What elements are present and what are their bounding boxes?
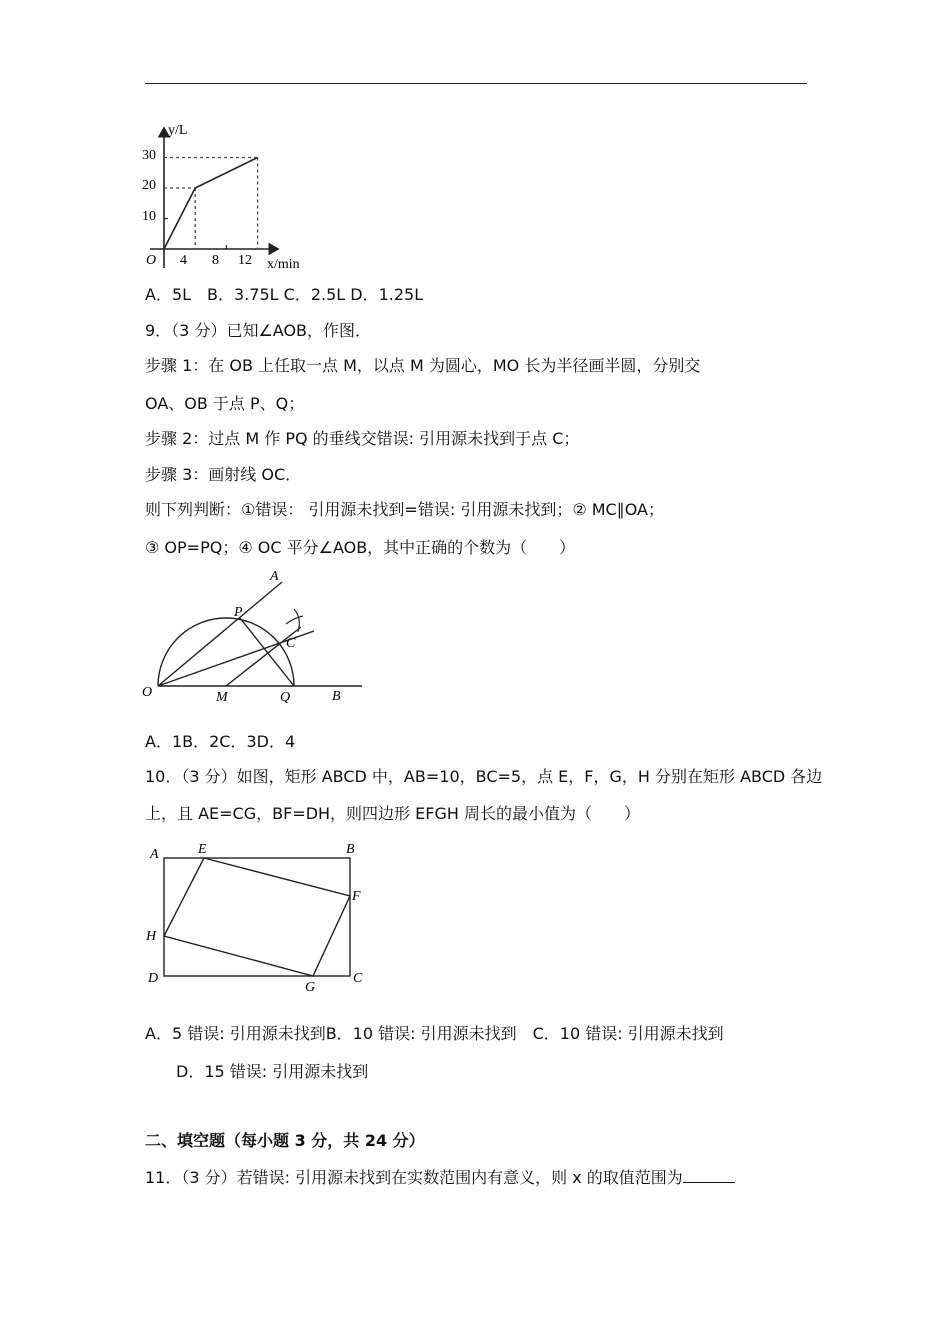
label-B: B: [346, 842, 355, 857]
y-tick-10: 10: [142, 209, 156, 224]
y-axis-label: y/L: [168, 123, 188, 138]
q11-text: 11．（3 分）若错误: 引用源未找到在实数范围内有意义，则 x 的取值范围为: [145, 1168, 683, 1187]
label-H: H: [146, 929, 157, 944]
label-Q: Q: [280, 690, 291, 705]
x-axis-label: x/min: [267, 257, 300, 272]
answer-blank[interactable]: [683, 1166, 735, 1183]
label-G: G: [305, 980, 316, 995]
label-O: O: [142, 685, 153, 700]
ray-OA: [158, 582, 282, 686]
origin-label: O: [146, 253, 157, 268]
section-2-title: 二、填空题（每小题 3 分，共 24 分）: [145, 1131, 425, 1150]
label-B: B: [332, 689, 341, 704]
quadrilateral-EFGH: [164, 858, 350, 976]
label-F: F: [352, 889, 361, 904]
construction-arc-1: [286, 616, 303, 624]
q11-stem: [145, 1166, 735, 1189]
q9-stem: 9．（3 分）已知∠AOB，作图．: [145, 321, 372, 340]
label-C: C: [286, 636, 296, 651]
q9-step1-line2: OA、OB 于点 P、Q；: [145, 394, 305, 413]
angle-bisector-figure: [136, 566, 376, 708]
label-M: M: [216, 690, 228, 705]
x-tick-8: 8: [212, 253, 219, 268]
q8-options: A．5L B．3.75L C．2.5L D．1.25L: [145, 285, 424, 304]
label-P: P: [234, 605, 243, 620]
q9-step1-line1: 步骤 1：在 OB 上任取一点 M，以点 M 为圆心，MO 长为半径画半圆，分别交: [145, 356, 701, 375]
y-tick-20: 20: [142, 178, 156, 193]
volume-line: [164, 158, 258, 250]
label-D: D: [148, 971, 159, 986]
segment-PQ: [240, 618, 294, 686]
water-volume-graph: [136, 118, 326, 276]
label-A: A: [150, 847, 159, 862]
construction-arc-2: [294, 609, 299, 632]
q10-options-line2: D．15 错误: 引用源未找到: [176, 1062, 369, 1081]
q9-judgement-line1: 则下列判断：①错误： 引用源未找到=错误: 引用源未找到；② MC∥OA；: [145, 500, 664, 519]
q10-options-line1: A．5 错误: 引用源未找到B．10 错误: 引用源未找到 C．10 错误: 引用源未找到: [145, 1024, 724, 1043]
label-A: A: [270, 569, 279, 584]
q9-step2: 步骤 2：过点 M 作 PQ 的垂线交错误: 引用源未找到于点 C；: [145, 429, 580, 448]
header-rule: [145, 83, 807, 84]
q10-stem-line1: 10．（3 分）如图，矩形 ABCD 中，AB=10，BC=5，点 E，F，G，H 分别在矩形 ABCD 各边: [145, 767, 823, 786]
label-E: E: [198, 842, 207, 857]
q9-options: A．1B．2C．3D．4: [145, 732, 296, 751]
q9-step3: 步骤 3：画射线 OC．: [145, 465, 302, 484]
x-tick-4: 4: [180, 253, 187, 268]
rectangle-ABCD: [164, 858, 350, 976]
rectangle-figure: [140, 836, 380, 998]
q9-judgement-line2: ③ OP=PQ；④ OC 平分∠AOB，其中正确的个数为（ ）: [145, 538, 576, 557]
q10-stem-line2: 上，且 AE=CG，BF=DH，则四边形 EFGH 周长的最小值为（ ）: [145, 804, 640, 823]
label-C: C: [353, 971, 363, 986]
y-tick-30: 30: [142, 148, 156, 163]
x-tick-12: 12: [238, 253, 252, 268]
